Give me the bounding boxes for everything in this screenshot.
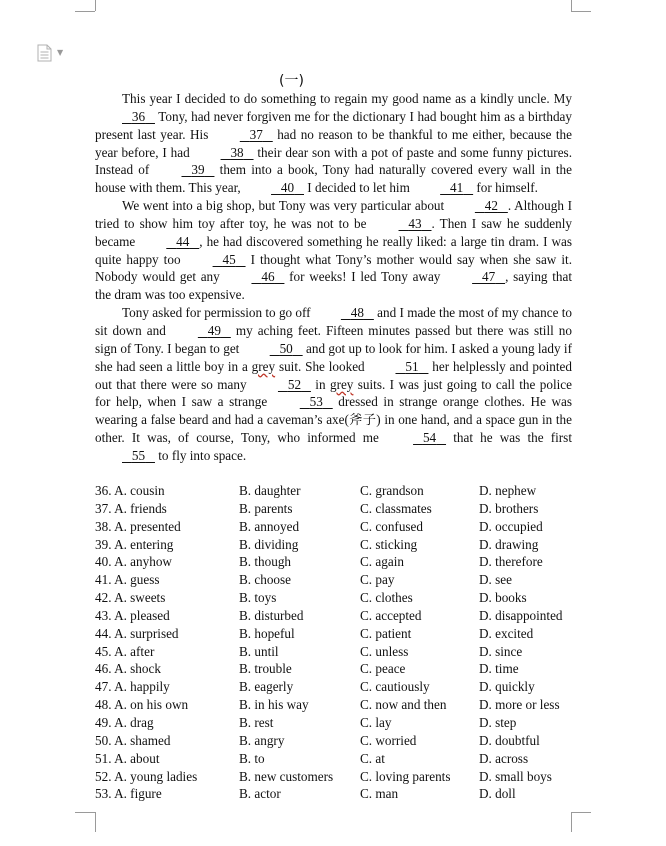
option-d: D. therefore xyxy=(479,554,543,570)
document-layout-icon[interactable] xyxy=(37,44,64,62)
option-c: C. confused xyxy=(360,518,423,534)
text: them into a book, Tony had naturally covered every wall in the house with them. This year, xyxy=(95,162,572,196)
option-c: C. patient xyxy=(360,625,412,641)
text: had no reason to be thankful to me either, because the year before, I had xyxy=(95,126,572,160)
text: . Then I saw he suddenly became xyxy=(95,215,573,249)
question-row xyxy=(95,589,575,607)
option-text: A. surprised xyxy=(114,625,179,641)
option-d: D. nephew xyxy=(479,483,537,498)
option-a xyxy=(95,482,165,500)
option-b: B. daughter xyxy=(239,483,301,498)
option-c: C. now and then xyxy=(360,697,447,713)
option-c: C. unless xyxy=(360,643,409,659)
option-d: D. occupied xyxy=(479,518,543,534)
question-row xyxy=(95,660,575,678)
option-d: D. since xyxy=(479,643,523,659)
question-number: 47. xyxy=(95,679,112,695)
option-text: A. about xyxy=(114,750,160,766)
question-row xyxy=(95,500,575,518)
question-number: 43. xyxy=(95,607,112,623)
crop-mark-bottom-right-h xyxy=(571,812,591,813)
option-c: C. accepted xyxy=(360,607,422,623)
question-row xyxy=(95,678,575,696)
blank-49: 49 xyxy=(207,322,221,338)
question-row xyxy=(95,732,575,750)
option-a xyxy=(95,785,162,803)
option-c: C. peace xyxy=(360,661,406,677)
option-d: D. excited xyxy=(479,625,534,641)
blank-48: 48 xyxy=(350,305,364,321)
option-a xyxy=(95,732,170,750)
blank-54: 54 xyxy=(422,430,437,446)
option-a xyxy=(95,553,172,571)
blank-55: 55 xyxy=(131,447,146,463)
option-c: C. sticking xyxy=(360,536,418,552)
spellcheck-word[interactable]: grey xyxy=(329,376,354,392)
text: in xyxy=(310,376,330,392)
option-text: A. cousin xyxy=(114,483,165,498)
option-d: D. step xyxy=(479,714,517,730)
crop-mark-bottom-left-h xyxy=(75,812,95,813)
option-b: B. disturbed xyxy=(239,607,304,623)
text: Tony asked for permission to go off xyxy=(122,305,314,321)
option-c: C. clothes xyxy=(360,590,413,606)
question-number: 48. xyxy=(95,697,112,713)
blank-51: 51 xyxy=(405,358,419,374)
blank-40: 40 xyxy=(280,180,295,196)
text: Tony, had never forgiven me for the dictionary I had bought him as a birthday present last year. His xyxy=(95,108,572,142)
question-number: 41. xyxy=(95,572,112,588)
blank-41: 41 xyxy=(450,180,464,196)
question-row xyxy=(95,785,575,803)
question-number: 40. xyxy=(95,554,112,570)
option-d: D. disappointed xyxy=(479,607,563,623)
option-c: C. lay xyxy=(360,714,392,730)
answer-options xyxy=(95,482,575,803)
text: , he had discovered something he really liked: a large tin dram. I was quite happy too xyxy=(95,233,572,267)
option-text: A. entering xyxy=(114,536,174,552)
question-number: 46. xyxy=(95,661,112,677)
text: suit. She looked xyxy=(275,358,369,374)
option-b: B. to xyxy=(239,750,265,766)
blank-53: 53 xyxy=(309,394,323,410)
text: . Although I tried to show him toy after toy, he was not to be xyxy=(95,198,573,231)
option-a xyxy=(95,607,170,625)
question-number: 49. xyxy=(95,714,112,730)
option-text: A. happily xyxy=(114,679,170,695)
text: dressed in strange orange clothes. He was wearing a false beard and had a caveman’s axe(斧子) in one hand, and a space gun in the other. It was, of course, Tony, who informed me xyxy=(95,394,572,446)
option-a xyxy=(95,750,159,768)
option-a xyxy=(95,518,181,536)
option-d: D. quickly xyxy=(479,679,535,695)
option-text: A. on his own xyxy=(114,697,189,713)
option-c: C. grandson xyxy=(360,483,424,498)
question-number: 44. xyxy=(95,625,112,641)
question-row xyxy=(95,553,575,571)
option-c: C. again xyxy=(360,554,404,570)
cloze-passage xyxy=(95,90,572,465)
option-d: D. doll xyxy=(479,786,516,802)
option-d: D. doubtful xyxy=(479,732,540,748)
option-d: D. see xyxy=(479,572,512,588)
text: her helplessly and pointed out that there were so many xyxy=(95,358,572,392)
option-a xyxy=(95,714,154,732)
text: my aching feet. Fifteen minutes passed but there was still no sign of Tony. I began to get xyxy=(95,322,572,356)
paragraph-3 xyxy=(95,304,572,465)
option-d: D. across xyxy=(479,750,529,766)
text: I thought what Tony’s mother would say when she saw it. Nobody would get any xyxy=(95,251,572,285)
crop-mark-top-left-h xyxy=(75,11,95,12)
option-b: B. new customers xyxy=(239,768,334,784)
question-row xyxy=(95,571,575,589)
option-d: D. time xyxy=(479,661,519,677)
option-b: B. trouble xyxy=(239,661,292,677)
option-c: C. cautiously xyxy=(360,679,430,695)
option-b: B. dividing xyxy=(239,536,299,552)
option-a xyxy=(95,696,188,714)
option-a xyxy=(95,536,173,554)
question-number: 52. xyxy=(95,768,112,784)
option-text: A. after xyxy=(114,643,155,659)
text: I decided to let him xyxy=(304,180,414,196)
option-a xyxy=(95,625,179,643)
question-number: 39. xyxy=(95,536,112,552)
blank-52: 52 xyxy=(287,376,302,392)
question-number: 36. xyxy=(95,483,112,498)
blank-38: 38 xyxy=(230,144,244,160)
option-a xyxy=(95,660,161,678)
question-number: 45. xyxy=(95,643,112,659)
question-row xyxy=(95,750,575,768)
option-c: C. worried xyxy=(360,732,417,748)
question-number: 37. xyxy=(95,500,112,516)
option-b: B. angry xyxy=(239,732,285,748)
option-d: D. brothers xyxy=(479,500,539,516)
option-b: B. hopeful xyxy=(239,625,295,641)
option-b: B. actor xyxy=(239,786,281,802)
spellcheck-word[interactable]: grey xyxy=(251,358,276,374)
blank-43: 43 xyxy=(408,215,422,231)
option-text: A. anyhow xyxy=(114,554,172,570)
option-d: D. drawing xyxy=(479,536,539,552)
option-text: A. sweets xyxy=(114,590,166,606)
option-b: B. in his way xyxy=(239,697,309,713)
question-row xyxy=(95,607,575,625)
option-b: B. until xyxy=(239,643,279,659)
option-a xyxy=(95,768,197,786)
blank-44: 44 xyxy=(176,233,190,249)
option-d: D. books xyxy=(479,590,527,606)
option-text: A. shock xyxy=(114,661,161,677)
option-b: B. annoyed xyxy=(239,518,300,534)
crop-mark-top-right-h xyxy=(571,11,591,12)
text: for himself. xyxy=(473,180,538,196)
option-text: A. shamed xyxy=(114,732,171,748)
question-row xyxy=(95,643,575,661)
option-b: B. eagerly xyxy=(239,679,294,695)
option-a xyxy=(95,500,167,518)
option-b: B. rest xyxy=(239,714,274,730)
option-b: B. parents xyxy=(239,500,293,516)
crop-mark-top-left-v xyxy=(95,0,96,11)
crop-mark-bottom-right-v xyxy=(571,812,572,832)
text: that he was the first xyxy=(446,430,572,446)
crop-mark-top-right-v xyxy=(571,0,572,11)
text: and I made the most of my chance to sit down and xyxy=(95,305,573,338)
blank-50: 50 xyxy=(279,340,293,356)
option-d: D. small boys xyxy=(479,768,552,784)
option-text: A. young ladies xyxy=(114,768,198,784)
option-b: B. choose xyxy=(239,572,292,588)
crop-mark-bottom-left-v xyxy=(95,812,96,832)
blank-45: 45 xyxy=(222,251,236,267)
question-number: 42. xyxy=(95,590,112,606)
option-c: C. man xyxy=(360,786,399,802)
blank-37: 37 xyxy=(249,126,263,142)
option-a xyxy=(95,643,154,661)
question-number: 38. xyxy=(95,518,112,534)
text: This year I decided to do something to regain my good name as a kindly uncle. My xyxy=(122,91,572,106)
blank-39: 39 xyxy=(191,162,205,178)
question-row xyxy=(95,518,575,536)
text: to fly into space. xyxy=(154,447,247,463)
paragraph-2 xyxy=(95,197,572,304)
option-c: C. at xyxy=(360,750,385,766)
text: suits. I was just going to call the police for help, when I saw a strange xyxy=(95,376,572,410)
option-text: A. figure xyxy=(114,786,162,802)
option-d: D. more or less xyxy=(479,697,560,713)
question-number: 50. xyxy=(95,732,112,748)
question-number: 53. xyxy=(95,786,112,802)
option-a xyxy=(95,589,165,607)
text: , saying that the dram was too expensive. xyxy=(95,269,572,303)
blank-47: 47 xyxy=(482,269,496,285)
question-row xyxy=(95,625,575,643)
text: their dear son with a pot of paste and some funny pictures. Instead of xyxy=(95,144,572,178)
option-b: B. though xyxy=(239,554,292,570)
chevron-down-icon: ▼ xyxy=(57,48,64,57)
option-text: A. drag xyxy=(114,714,154,730)
option-a xyxy=(95,678,170,696)
blank-42: 42 xyxy=(484,198,498,214)
option-text: A. presented xyxy=(114,518,181,534)
option-text: A. guess xyxy=(114,572,160,588)
option-b: B. toys xyxy=(239,590,277,606)
question-row xyxy=(95,696,575,714)
text: for weeks! I led Tony away xyxy=(284,269,446,285)
blank-36: 36 xyxy=(131,108,146,124)
question-row xyxy=(95,714,575,732)
text: We went into a big shop, but Tony was very particular about xyxy=(122,198,448,214)
document-icon xyxy=(37,44,53,62)
option-a xyxy=(95,571,160,589)
question-number: 51. xyxy=(95,750,112,766)
section-title: (一) xyxy=(279,73,304,89)
question-row xyxy=(95,768,575,786)
text: and got up to look for him. I asked a young lady if she had seen a little boy in a xyxy=(95,340,572,374)
question-row xyxy=(95,482,575,500)
option-c: C. pay xyxy=(360,572,395,588)
question-row xyxy=(95,536,575,554)
option-c: C. classmates xyxy=(360,500,432,516)
option-text: A. pleased xyxy=(114,607,170,623)
blank-46: 46 xyxy=(261,269,275,285)
paragraph-1 xyxy=(95,90,572,197)
option-text: A. friends xyxy=(114,500,167,516)
option-c: C. loving parents xyxy=(360,768,451,784)
